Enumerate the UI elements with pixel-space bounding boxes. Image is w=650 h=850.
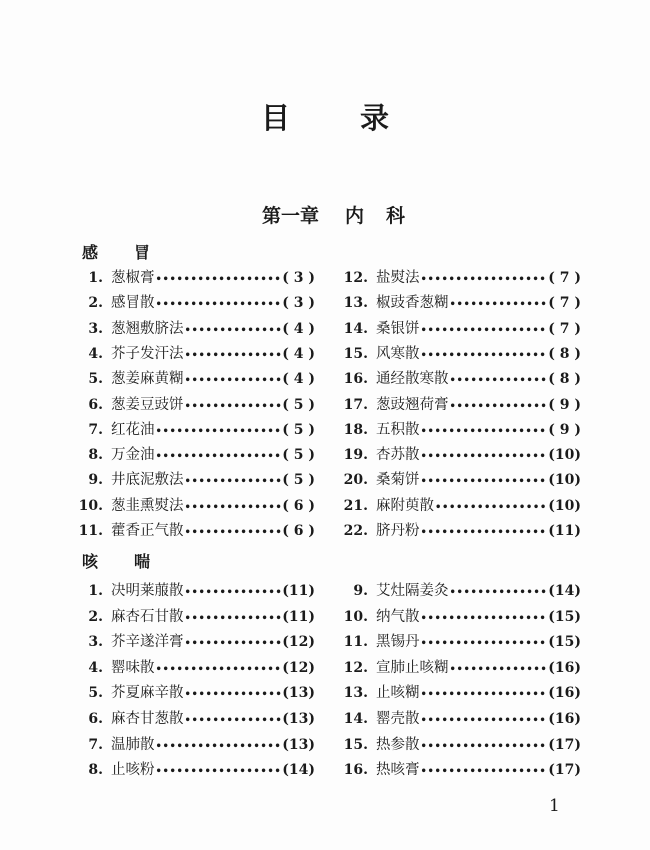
entry-title: 葱姜麻黄糊 [111, 371, 184, 388]
entry-page-ref: (11) [548, 523, 581, 539]
entry-page-ref: ( 5 ) [282, 396, 315, 413]
chapter-label: 第一章 [262, 205, 320, 227]
entry-number: 21. [343, 497, 368, 514]
toc-entry[interactable] [73, 606, 315, 628]
entry-number: 22. [343, 523, 368, 539]
leader-dots [421, 736, 548, 758]
toc-entry[interactable] [73, 292, 315, 314]
leader-dots [421, 421, 548, 443]
entry-title: 罂壳散 [376, 711, 420, 727]
entry-title: 桑菊饼 [376, 472, 420, 489]
leader-dots [421, 608, 548, 630]
leader-dots [450, 370, 548, 392]
entry-number: 7. [88, 421, 103, 438]
leader-dots [421, 761, 548, 783]
toc-entry[interactable] [73, 419, 315, 441]
toc-entry[interactable] [73, 734, 315, 756]
entry-number: 10. [343, 608, 368, 625]
entry-number: 18. [343, 421, 368, 438]
leader-dots [450, 294, 548, 316]
entry-number: 13. [343, 295, 368, 312]
entry-page-ref: ( 3 ) [282, 270, 315, 286]
chapter-name-char: 内 [345, 205, 365, 227]
leader-dots [421, 684, 548, 706]
entry-number: 1. [88, 583, 103, 599]
entry-number: 12. [343, 270, 368, 286]
section-heading-char: 喘 [134, 552, 151, 571]
toc-entry[interactable] [338, 631, 581, 653]
toc-entry[interactable] [73, 708, 315, 730]
entry-number: 2. [88, 295, 103, 312]
toc-entry[interactable] [73, 631, 315, 653]
entry-title: 艾灶隔姜灸 [376, 583, 449, 599]
toc-entry[interactable] [338, 520, 581, 542]
leader-dots [185, 582, 282, 604]
entry-page-ref: ( 6 ) [282, 497, 315, 514]
toc-entry[interactable] [73, 682, 315, 704]
leader-dots [421, 471, 548, 493]
toc-entry[interactable] [338, 759, 581, 781]
entry-number: 13. [343, 685, 368, 702]
entry-page-ref: (15) [548, 634, 581, 651]
entry-number: 14. [343, 320, 368, 337]
entry-title: 井底泥敷法 [111, 472, 184, 489]
entry-number: 16. [343, 371, 368, 388]
entry-title: 通经散寒散 [376, 371, 449, 388]
entry-page-ref: ( 4 ) [282, 320, 315, 337]
entry-title: 麻杏甘葱散 [111, 711, 184, 727]
entry-page-ref: ( 9 ) [548, 396, 581, 413]
entry-number: 11. [343, 634, 368, 651]
entry-number: 4. [88, 659, 103, 676]
entry-title: 决明莱菔散 [111, 583, 184, 599]
entry-title: 盐熨法 [376, 270, 420, 286]
toc-entry[interactable] [73, 580, 315, 602]
entry-page-ref: ( 8 ) [548, 345, 581, 362]
leader-dots [421, 320, 548, 342]
leader-dots [156, 736, 282, 758]
entry-title: 麻附萸散 [376, 497, 434, 514]
section-heading-ganmao [82, 240, 150, 263]
entry-page-ref: (17) [548, 736, 581, 753]
leader-dots [185, 471, 282, 493]
leader-dots [185, 608, 282, 630]
entry-page-ref: ( 5 ) [282, 472, 315, 489]
chapter-name-char: 科 [386, 205, 406, 227]
entry-number: 17. [343, 396, 368, 413]
leader-dots [185, 396, 282, 418]
entry-page-ref: ( 7 ) [548, 295, 581, 312]
entry-page-ref: ( 7 ) [548, 270, 581, 286]
entry-page-ref: (11) [282, 608, 315, 625]
entry-page-ref: ( 8 ) [548, 371, 581, 388]
entry-number: 12. [343, 659, 368, 676]
entry-page-ref: (13) [282, 685, 315, 702]
entry-number: 2. [88, 608, 103, 625]
leader-dots [156, 421, 282, 443]
leader-dots [156, 294, 282, 316]
toc-entry[interactable] [73, 318, 315, 340]
entry-title: 椒豉香葱糊 [376, 295, 449, 312]
entry-title: 黑锡丹 [376, 634, 420, 651]
entry-page-ref: (10) [548, 472, 581, 489]
entry-number: 11. [78, 523, 103, 539]
entry-title: 五积散 [376, 421, 420, 438]
leader-dots [450, 396, 548, 418]
entry-page-ref: (10) [548, 497, 581, 514]
toc-entry[interactable] [73, 759, 315, 781]
entry-page-ref: ( 5 ) [282, 447, 315, 464]
entry-page-ref: (16) [548, 685, 581, 702]
entry-title: 葱豉翘荷膏 [376, 396, 449, 413]
entry-title: 麻杏石甘散 [111, 608, 184, 625]
toc-entry[interactable] [73, 495, 315, 517]
leader-dots [435, 497, 547, 519]
section-heading-char: 感 [82, 243, 99, 262]
section-heading-char: 咳 [82, 552, 99, 571]
leader-dots [156, 761, 282, 783]
entry-page-ref: (16) [548, 659, 581, 676]
toc-entry[interactable] [73, 394, 315, 416]
toc-entry[interactable] [338, 318, 581, 340]
entry-title: 宣肺止咳糊 [376, 659, 449, 676]
entry-number: 16. [343, 762, 368, 779]
entry-title: 芥辛遂洋膏 [111, 634, 184, 651]
entry-number: 8. [88, 447, 103, 464]
leader-dots [156, 269, 282, 291]
leader-dots [421, 269, 548, 291]
toc-entry[interactable] [338, 657, 581, 679]
entry-title: 风寒散 [376, 345, 420, 362]
entry-number: 3. [88, 634, 103, 651]
entry-page-ref: ( 9 ) [548, 421, 581, 438]
leader-dots [185, 320, 282, 342]
toc-entry[interactable] [73, 444, 315, 466]
entry-title: 杏苏散 [376, 447, 420, 464]
entry-title: 芥夏麻辛散 [111, 685, 184, 702]
toc-entry[interactable] [338, 368, 581, 390]
section-heading-char: 冒 [134, 243, 151, 262]
toc-entry[interactable] [73, 520, 315, 542]
toc-entry[interactable] [338, 580, 581, 602]
entry-title: 芥子发汗法 [111, 345, 184, 362]
entry-number: 14. [343, 711, 368, 727]
entry-title: 脐丹粉 [376, 523, 420, 539]
toc-entry[interactable] [338, 606, 581, 628]
entry-page-ref: (17) [548, 762, 581, 779]
toc-entry[interactable] [338, 343, 581, 365]
entry-title: 纳气散 [376, 608, 420, 625]
toc-entry[interactable] [338, 682, 581, 704]
entry-page-ref: (13) [282, 736, 315, 753]
toc-entry[interactable] [338, 708, 581, 730]
toc-entry[interactable] [338, 444, 581, 466]
toc-entry[interactable] [73, 469, 315, 491]
leader-dots [185, 684, 282, 706]
toc-entry[interactable] [338, 495, 581, 517]
entry-number: 5. [88, 685, 103, 702]
page-number: 1 [549, 796, 560, 816]
entry-title: 温肺散 [111, 736, 155, 753]
entry-title: 感冒散 [111, 295, 155, 312]
entry-page-ref: ( 4 ) [282, 345, 315, 362]
leader-dots [421, 710, 548, 732]
page-title [0, 96, 650, 137]
leader-dots [421, 633, 548, 655]
entry-page-ref: ( 5 ) [282, 421, 315, 438]
toc-entry[interactable] [338, 267, 581, 289]
leader-dots [185, 710, 282, 732]
entry-page-ref: (13) [282, 711, 315, 727]
entry-page-ref: (10) [548, 447, 581, 464]
entry-page-ref: ( 4 ) [282, 371, 315, 388]
leader-dots [156, 659, 282, 681]
entry-title: 止咳糊 [376, 685, 420, 702]
entry-title: 葱韭熏熨法 [111, 497, 184, 514]
entry-number: 15. [343, 736, 368, 753]
entry-title: 藿香正气散 [111, 523, 184, 539]
entry-title: 万金油 [111, 447, 155, 464]
entry-number: 6. [88, 396, 103, 413]
entry-title: 红花油 [111, 421, 155, 438]
entry-number: 20. [343, 472, 368, 489]
title-char: 录 [360, 101, 390, 135]
toc-entry[interactable] [338, 394, 581, 416]
entry-page-ref: (14) [548, 583, 581, 599]
entry-title: 桑银饼 [376, 320, 420, 337]
entry-title: 罂味散 [111, 659, 155, 676]
toc-entry[interactable] [338, 469, 581, 491]
leader-dots [421, 446, 548, 468]
leader-dots [185, 497, 282, 519]
leader-dots [185, 345, 282, 367]
leader-dots [421, 345, 548, 367]
leader-dots [450, 582, 548, 604]
entry-page-ref: (14) [282, 762, 315, 779]
toc-entry[interactable] [73, 657, 315, 679]
entry-number: 19. [343, 447, 368, 464]
toc-entry[interactable] [73, 267, 315, 289]
entry-number: 3. [88, 320, 103, 337]
leader-dots [185, 633, 282, 655]
entry-page-ref: ( 6 ) [282, 523, 315, 539]
entry-title: 葱椒膏 [111, 270, 155, 286]
entry-number: 8. [88, 762, 103, 779]
toc-entry[interactable] [73, 368, 315, 390]
chapter-heading [262, 201, 405, 228]
entry-page-ref: (12) [282, 659, 315, 676]
entry-number: 9. [353, 583, 368, 599]
entry-number: 10. [78, 497, 103, 514]
entry-page-ref: (12) [282, 634, 315, 651]
entry-title: 止咳粉 [111, 762, 155, 779]
leader-dots [421, 522, 548, 544]
entry-number: 7. [88, 736, 103, 753]
entry-number: 9. [88, 472, 103, 489]
entry-number: 1. [88, 270, 103, 286]
section-heading-kechuan [82, 549, 150, 572]
entry-title: 热参散 [376, 736, 420, 753]
entry-number: 6. [88, 711, 103, 727]
entry-title: 热咳膏 [376, 762, 420, 779]
title-char: 目 [260, 101, 290, 135]
toc-entry[interactable] [338, 734, 581, 756]
entry-page-ref: ( 7 ) [548, 320, 581, 337]
leader-dots [450, 659, 548, 681]
leader-dots [185, 522, 282, 544]
leader-dots [156, 446, 282, 468]
toc-entry[interactable] [73, 343, 315, 365]
entry-page-ref: ( 3 ) [282, 295, 315, 312]
entry-number: 5. [88, 371, 103, 388]
entry-page-ref: (11) [282, 583, 315, 599]
entry-number: 4. [88, 345, 103, 362]
entry-page-ref: (16) [548, 711, 581, 727]
entry-title: 葱翘敷脐法 [111, 320, 184, 337]
toc-entry[interactable] [338, 292, 581, 314]
leader-dots [185, 370, 282, 392]
entry-number: 15. [343, 345, 368, 362]
entry-title: 葱姜豆豉饼 [111, 396, 184, 413]
entry-page-ref: (15) [548, 608, 581, 625]
toc-entry[interactable] [338, 419, 581, 441]
